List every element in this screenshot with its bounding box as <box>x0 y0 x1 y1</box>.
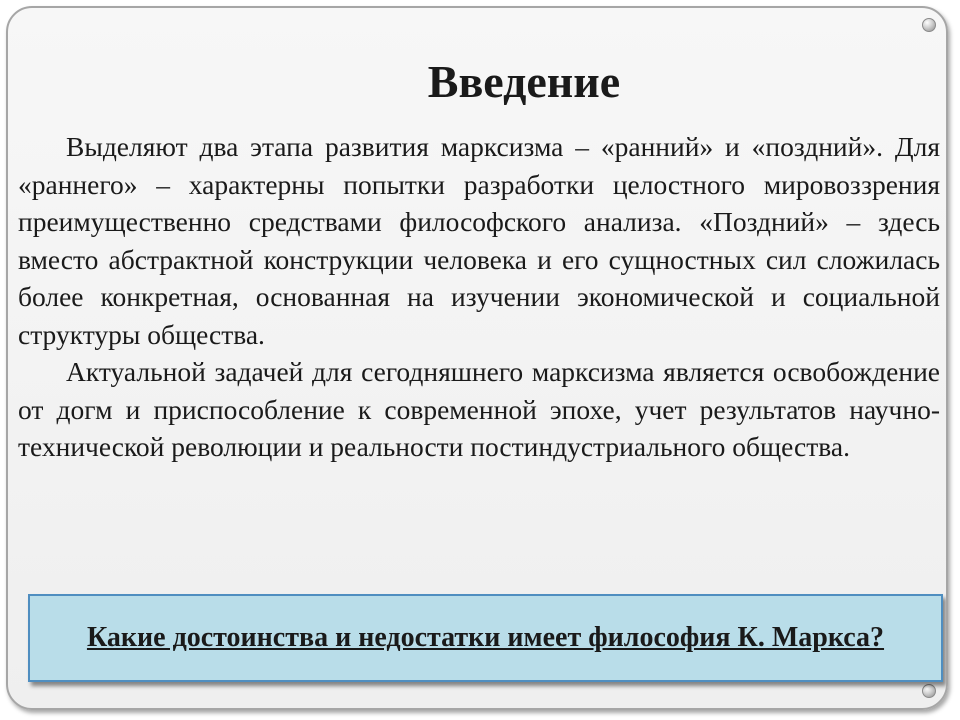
page-title: Введение <box>427 56 621 107</box>
corner-bullet-icon <box>922 684 936 698</box>
paragraph: Актуальной задачей для сегодняшнего марксизма является освобождение от догм и приспособление к современной эпохе, учет результатов научно-технической революции и реальности постиндустриального общества. <box>18 356 940 462</box>
body-text <box>18 128 940 466</box>
corner-bullet-icon <box>922 18 936 32</box>
question-text: Какие достоинства и недостатки имеет философия К. Маркса? <box>86 622 885 653</box>
question-box <box>28 594 943 682</box>
slide-frame <box>6 6 948 710</box>
paragraph: Выделяют два этапа развития марксизма – «ранний» и «поздний». Для «раннего» – характерны попытки разработки целостного мировоззрения преимущественно средствами философского анализа. «Поздний» – здесь вместо абстрактной конструкции человека и его сущностных сил сложилась более конкретная, основанная на изучении экономической и социальной структуры общества. <box>18 131 940 350</box>
